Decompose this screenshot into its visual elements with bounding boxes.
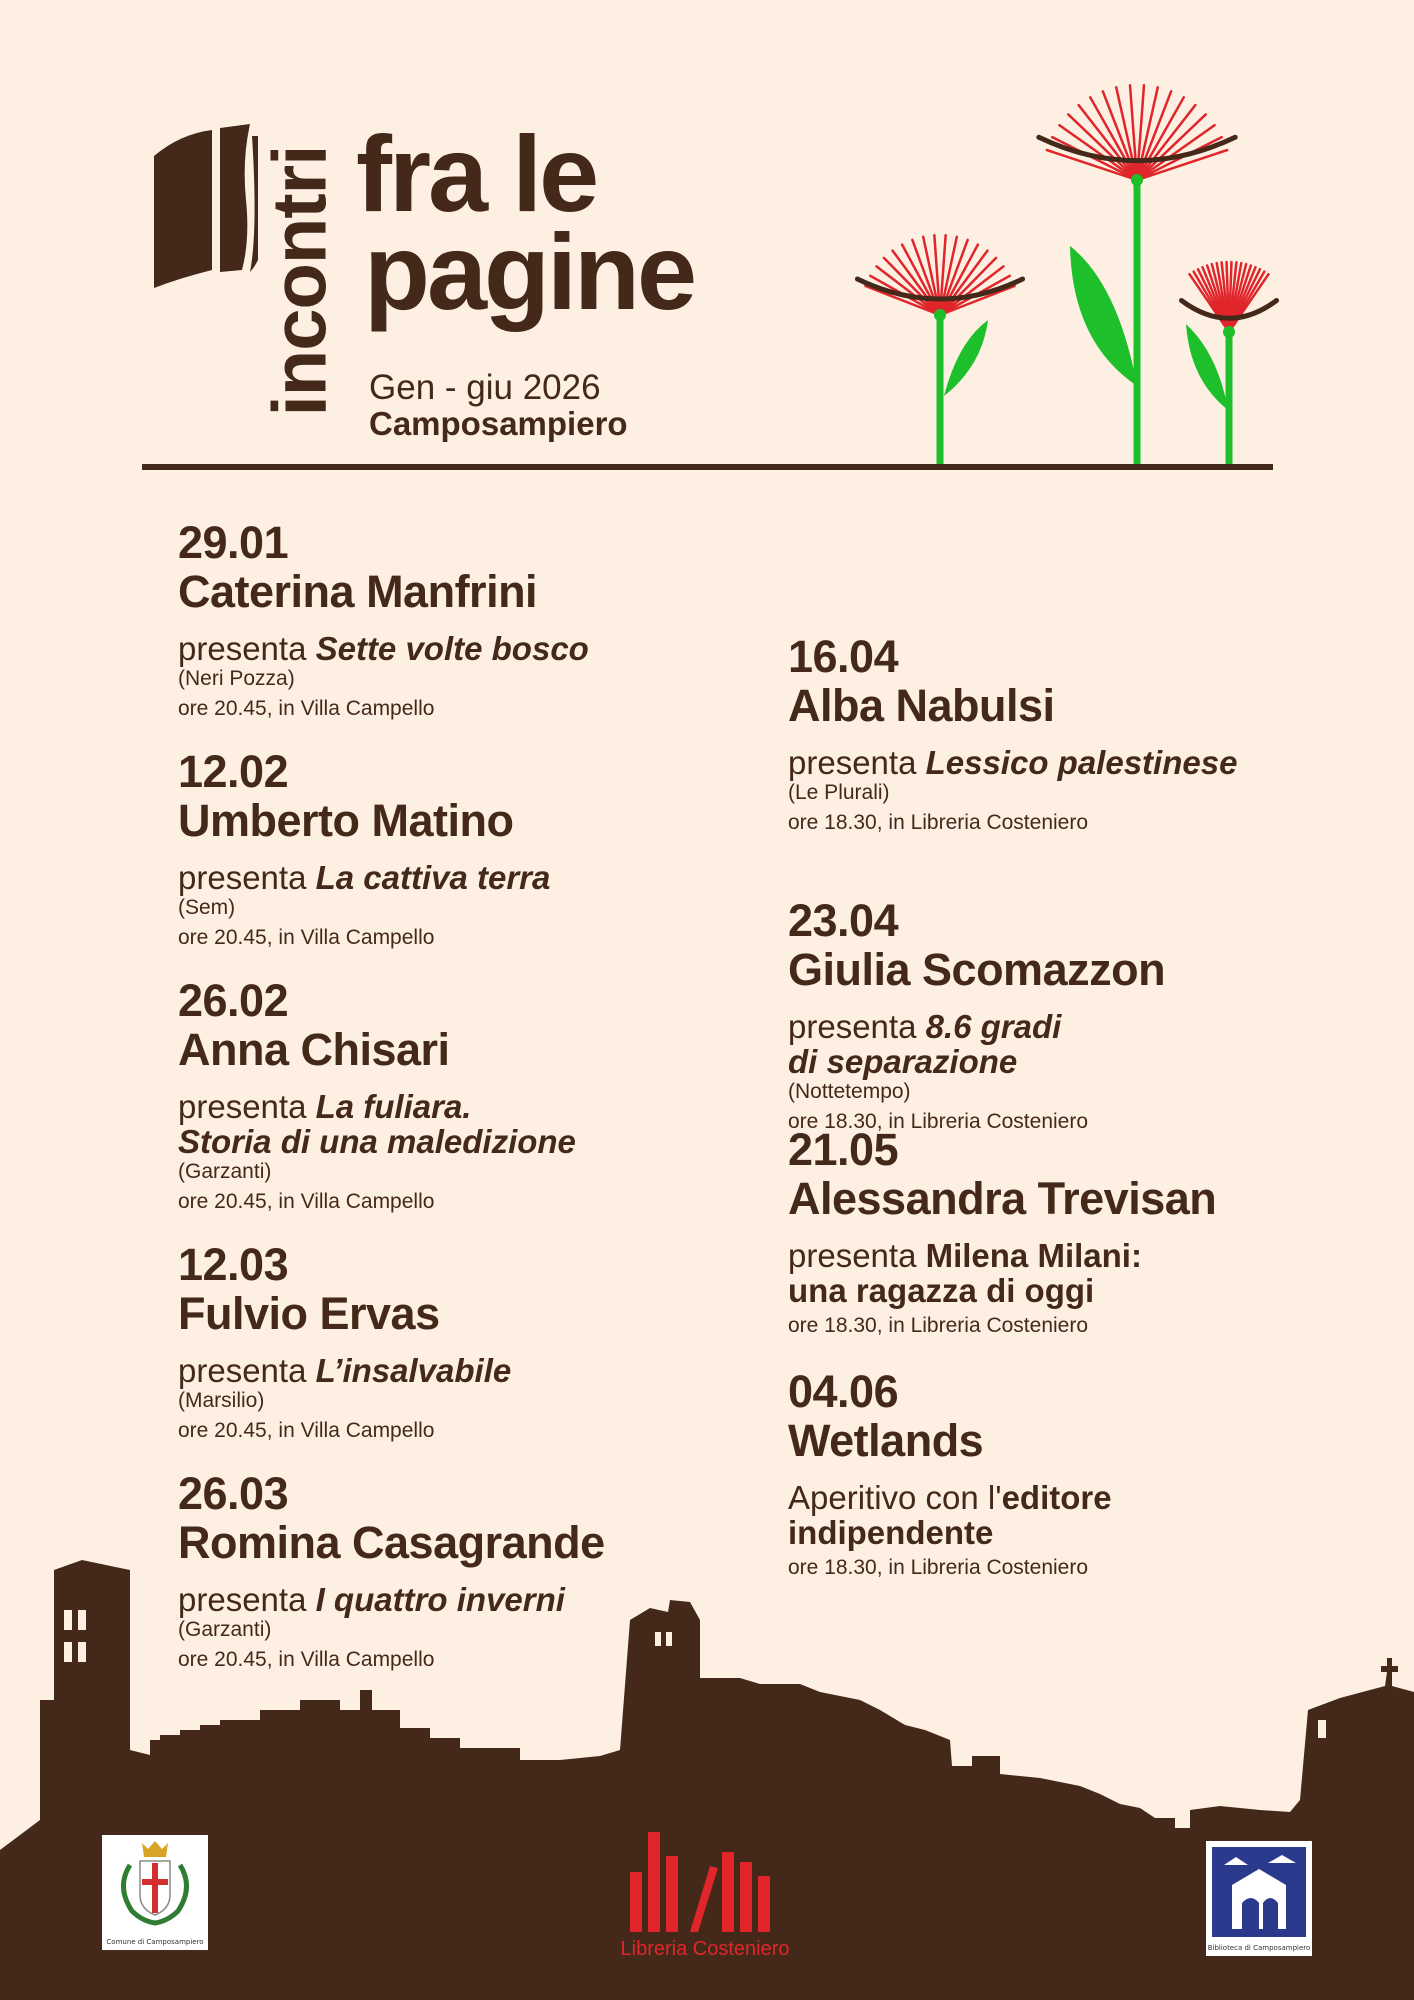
event-time-venue: ore 18.30, in Libreria Costeniero bbox=[788, 1556, 1089, 1579]
event-time-venue: ore 18.30, in Libreria Costeniero bbox=[788, 811, 1089, 834]
event-item bbox=[788, 896, 1388, 1135]
event-book-title-cont: indipendente bbox=[788, 1514, 994, 1551]
event-item bbox=[178, 747, 778, 951]
event-time-venue: ore 20.45, in Villa Campello bbox=[178, 1190, 435, 1213]
event-author: Wetlands bbox=[788, 1415, 984, 1466]
event-book-title-cont: una ragazza di oggi bbox=[788, 1272, 1095, 1309]
event-presentation bbox=[788, 745, 1388, 780]
coat-of-arms-icon bbox=[102, 1835, 208, 1935]
event-verb: Aperitivo con l' bbox=[788, 1479, 1002, 1516]
event-book-title: Lessico palestinese bbox=[925, 744, 1238, 781]
biblioteca-logo bbox=[1206, 1841, 1312, 1956]
title-line-1: fra le bbox=[356, 113, 597, 234]
event-verb: presenta bbox=[788, 1008, 926, 1045]
event-item bbox=[178, 518, 778, 722]
event-publisher: (Neri Pozza) bbox=[178, 667, 295, 690]
biblioteca-logo-caption: Biblioteca di Camposampiero bbox=[1207, 1944, 1311, 1952]
event-presentation bbox=[788, 1009, 1388, 1079]
event-author: Caterina Manfrini bbox=[178, 566, 538, 617]
event-time-venue: ore 20.45, in Villa Campello bbox=[178, 926, 435, 949]
event-author: Umberto Matino bbox=[178, 795, 514, 846]
event-publisher: (Nottetempo) bbox=[788, 1080, 911, 1103]
event-presentation bbox=[788, 1238, 1388, 1308]
flowers-illustration bbox=[850, 80, 1290, 470]
event-item bbox=[178, 1240, 778, 1444]
event-presentation bbox=[178, 631, 778, 666]
event-date: 12.03 bbox=[178, 1239, 289, 1290]
event-book-title: editore bbox=[1001, 1479, 1112, 1516]
event-author: Alba Nabulsi bbox=[788, 680, 1055, 731]
event-book-title: 8.6 gradi bbox=[925, 1008, 1062, 1045]
event-time-venue: ore 18.30, in Libreria Costeniero bbox=[788, 1110, 1089, 1133]
event-date: 12.02 bbox=[178, 746, 289, 797]
event-author: Fulvio Ervas bbox=[178, 1288, 440, 1339]
event-publisher: (Garzanti) bbox=[178, 1160, 272, 1183]
town-skyline-silhouette bbox=[0, 1560, 1414, 2000]
event-book-title-cont: di separazione bbox=[788, 1043, 1018, 1080]
event-book-title: La cattiva terra bbox=[315, 859, 551, 896]
event-book-title: Sette volte bosco bbox=[315, 630, 589, 667]
event-publisher: (Marsilio) bbox=[178, 1389, 265, 1412]
event-presentation bbox=[178, 1089, 778, 1159]
event-verb: presenta bbox=[178, 1088, 316, 1125]
comune-logo bbox=[102, 1835, 208, 1950]
library-building-icon bbox=[1206, 1841, 1312, 1941]
event-date: 21.05 bbox=[788, 1124, 899, 1175]
title-vertical-word: incontri bbox=[257, 145, 343, 416]
event-item bbox=[788, 1125, 1388, 1339]
town-name: Camposampiero bbox=[369, 405, 628, 442]
event-book-title: Milena Milani: bbox=[925, 1237, 1142, 1274]
libreria-name: Libreria Costeniero bbox=[620, 1938, 790, 1960]
event-author: Alessandra Trevisan bbox=[788, 1173, 1217, 1224]
comune-logo-caption: Comune di Camposampiero bbox=[106, 1938, 204, 1946]
event-book-title: I quattro inverni bbox=[315, 1581, 565, 1618]
event-item bbox=[788, 632, 1388, 836]
event-time-venue: ore 20.45, in Villa Campello bbox=[178, 697, 435, 720]
event-time-venue: ore 18.30, in Libreria Costeniero bbox=[788, 1314, 1089, 1337]
event-time-venue: ore 20.45, in Villa Campello bbox=[178, 1419, 435, 1442]
date-range: Gen - giu 2026 bbox=[369, 368, 601, 407]
title-line-2: pagine bbox=[364, 211, 695, 332]
event-verb: presenta bbox=[178, 1581, 316, 1618]
event-presentation bbox=[788, 1480, 1388, 1550]
event-date: 26.03 bbox=[178, 1468, 289, 1519]
event-book-title: L’insalvabile bbox=[315, 1352, 512, 1389]
flower-left bbox=[857, 235, 1022, 465]
event-item bbox=[788, 1367, 1388, 1581]
event-book-title-cont: Storia di una maledizione bbox=[178, 1123, 576, 1160]
event-publisher: (Garzanti) bbox=[178, 1618, 272, 1641]
event-date: 26.02 bbox=[178, 975, 289, 1026]
event-author: Anna Chisari bbox=[178, 1024, 450, 1075]
event-time-venue: ore 20.45, in Villa Campello bbox=[178, 1648, 435, 1671]
event-author: Romina Casagrande bbox=[178, 1517, 605, 1568]
event-book-title: La fuliara. bbox=[315, 1088, 472, 1125]
event-date: 29.01 bbox=[178, 517, 289, 568]
event-verb: presenta bbox=[788, 1237, 926, 1274]
event-verb: presenta bbox=[178, 1352, 316, 1389]
libreria-books-icon bbox=[628, 1832, 780, 1932]
event-presentation bbox=[178, 1353, 778, 1388]
event-verb: presenta bbox=[178, 630, 316, 667]
header-divider bbox=[142, 464, 1273, 470]
event-author: Giulia Scomazzon bbox=[788, 944, 1166, 995]
flower-right bbox=[1181, 262, 1276, 465]
event-publisher: (Sem) bbox=[178, 896, 236, 919]
open-book-icon bbox=[150, 120, 262, 290]
event-presentation bbox=[178, 860, 778, 895]
event-verb: presenta bbox=[788, 744, 926, 781]
event-publisher: (Le Plurali) bbox=[788, 781, 890, 804]
event-verb: presenta bbox=[178, 859, 316, 896]
event-date: 16.04 bbox=[788, 631, 899, 682]
event-date: 04.06 bbox=[788, 1366, 899, 1417]
event-date: 23.04 bbox=[788, 895, 899, 946]
event-item bbox=[178, 976, 778, 1215]
